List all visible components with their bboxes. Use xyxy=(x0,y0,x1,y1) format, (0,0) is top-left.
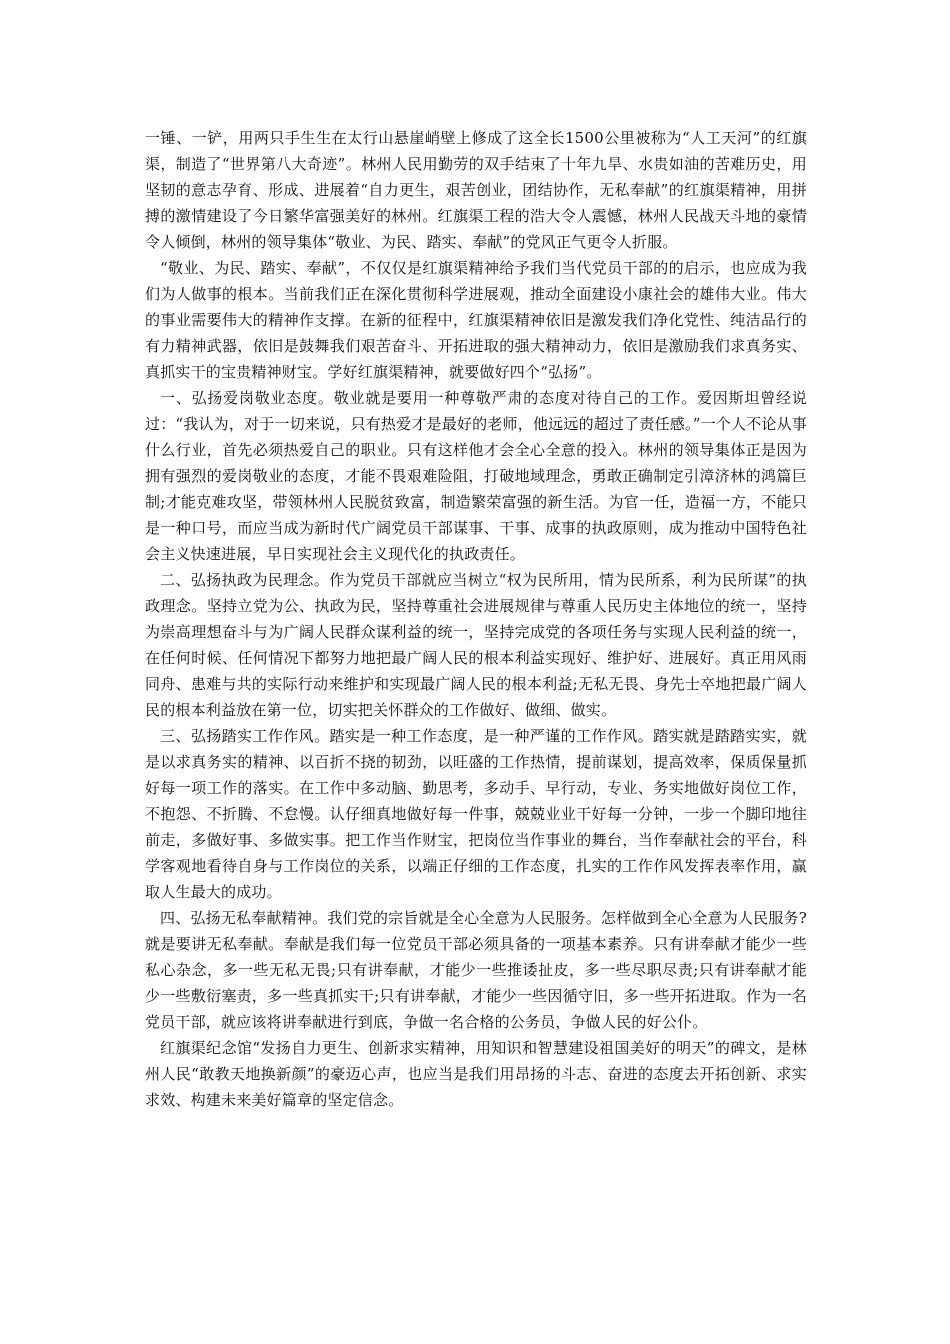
paragraph-2: “敬业、为民、踏实、奉献”，不仅仅是红旗渠精神给予我们当代党员干部的的启示，也应成为我们为人做事的根本。当前我们正在深化贯彻科学进展观，推动全面建设小康社会的雄伟大业。伟大的事业需要伟大的精神作支撑。在新的征程中，红旗渠精神依旧是激发我们净化党性、纯洁品行的有力精神武器，依旧是鼓舞我们艰苦奋斗、开拓进取的强大精神动力，依旧是激励我们求真务实、真抓实干的宝贵精神财宝。学好红旗渠精神，就要做好四个“弘扬”。 xyxy=(145,259,807,381)
paragraph-5: 三、弘扬踏实工作作风。踏实是一种工作态度，是一种严谨的工作作风。踏实就是踏踏实实，就是以求真务实的精神、以百折不挠的韧劲，以旺盛的工作热情，提前谋划，提高效率，保质保量抓好每一项工作的落实。在工作中多动脑、勤思考，多动手、早行动，专业、务实地做好岗位工作，不抱怨、不折腾、不怠慢。认仔细真地做好每一件事，兢兢业业干好每一分钟，一步一个脚印地往前走，多做好事、多做实事。把工作当作财宝，把岗位当作事业的舞台，当作奉献社会的平台，科学客观地看待自身与工作岗位的关系，以端正仔细的工作态度，扎实的工作作风发挥表率作用，赢取人生最大的成功。 xyxy=(145,727,807,901)
paragraph-4: 二、弘扬执政为民理念。作为党员干部就应当树立“权为民所用，情为民所系，利为民所谋”的执政理念。坚持立党为公、执政为民，坚持尊重社会进展规律与尊重人民历史主体地位的统一，坚持为崇高理想奋斗与为广阔人民群众谋利益的统一，坚持完成党的各项任务与实现人民利益的统一，在任何时候、任何情况下都努力地把最广阔人民的根本利益实现好、维护好、进展好。真正用风雨同舟、患难与共的实际行动来维护和实现最广阔人民的根本利益;无私无畏、身先士卒地把最广阔人民的根本利益放在第一位，切实把关怀群众的工作做好、做细、做实。 xyxy=(145,571,807,719)
paragraph-1: 一锤、一铲，用两只手生生在太行山悬崖峭壁上修成了这全长1500公里被称为“人工天河”的红旗渠，制造了“世界第八大奇迹”。林州人民用勤劳的双手结束了十年九旱、水贵如油的苦难历史，用坚韧的意志孕育、形成、进展着“自力更生，艰苦创业，团结协作，无私奉献”的红旗渠精神，用拼搏的激情建设了今日繁华富强美好的林州。红旗渠工程的浩大令人震憾，林州人民战天斗地的豪情令人倾倒，林州的领导集体“敬业、为民、踏实、奉献”的党风正气更令人折服。 xyxy=(145,129,807,251)
paragraph-6: 四、弘扬无私奉献精神。我们党的宗旨就是全心全意为人民服务。怎样做到全心全意为人民服务?就是要讲无私奉献。奉献是我们每一位党员干部必须具备的一项基本素养。只有讲奉献才能少一些私心杂念，多一些无私无畏;只有讲奉献，才能少一些推诿扯皮，多一些尽职尽责;只有讲奉献才能少一些敷衍塞责，多一些真抓实干;只有讲奉献，才能少一些因循守旧，多一些开拓进取。作为一名党员干部，就应该将讲奉献进行到底，争做一名合格的公务员，争做人民的好公仆。 xyxy=(145,909,807,1031)
paragraph-7: 红旗渠纪念馆“发扬自力更生、创新求实精神，用知识和智慧建设祖国美好的明天”的碑文，是林州人民“敢教天地换新颜”的豪迈心声，也应当是我们用昂扬的斗志、奋进的态度去开拓创新、求实求效、构建未来美好篇章的坚定信念。 xyxy=(145,1039,807,1109)
document-body xyxy=(145,125,807,1113)
paragraph-3: 一、弘扬爱岗敬业态度。敬业就是要用一种尊敬严肃的态度对待自己的工作。爱因斯坦曾经说过：“我认为，对于一切来说，只有热爱才是最好的老师，他远远的超过了责任感。”一个人不论从事什么行业，首先必须热爱自己的职业。只有这样他才会全心全意的投入。林州的领导集体正是因为拥有强烈的爱岗敬业的态度，才能不畏艰难险阻，打破地域理念，勇敢正确制定引漳济林的鸿篇巨制;才能克难攻坚，带领林州人民脱贫致富，制造繁荣富强的新生活。为官一任，造福一方，不能只是一种口号，而应当成为新时代广阔党员干部谋事、干事、成事的执政原则，成为推动中国特色社会主义快速进展，早日实现社会主义现代化的执政责任。 xyxy=(145,389,807,563)
